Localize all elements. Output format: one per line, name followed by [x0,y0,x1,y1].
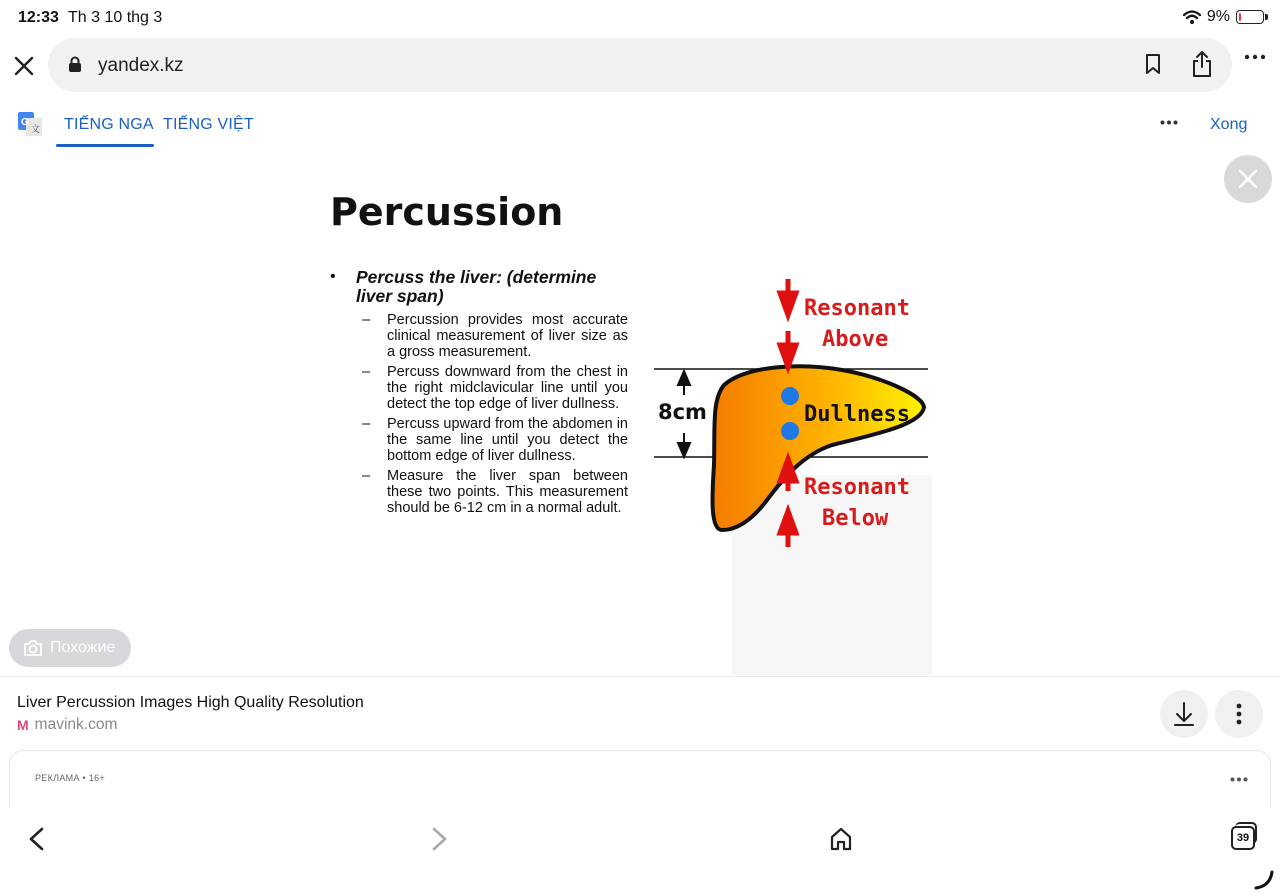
sub-bullet-list [362,312,628,520]
span-label: 8cm [658,400,707,424]
svg-text:G: G [21,117,29,128]
close-icon [1224,155,1272,203]
camera-icon [23,639,43,657]
similar-images-button[interactable] [9,629,131,667]
tab-source-language[interactable]: TIẾNG NGA [64,116,154,133]
battery-fill [1239,13,1241,21]
corner-curve-icon [1254,870,1276,890]
site-favicon-icon: M [17,717,29,733]
image-info [0,676,1280,750]
address-bar[interactable] [48,38,1232,92]
status-bar [0,0,1280,34]
tab-target-language[interactable]: TIẾNG VIỆT [163,116,254,133]
sub-bullet: – Percuss upward from the abdomen in the same line until you detect the bottom edge of liver dullness. [362,416,628,464]
arrow-above-bottom [780,331,796,367]
span-arrow-up [678,371,690,395]
similar-label: Похожие [50,639,116,656]
below-label: Below [822,506,889,531]
bookmark-icon[interactable] [1144,53,1162,75]
status-right [1183,8,1264,26]
close-icon[interactable] [10,52,38,80]
result-source[interactable] [17,716,117,734]
dullness-dot-top [781,387,799,405]
more-options-button[interactable] [1215,690,1263,738]
resonant-below-label: Resonant [804,475,910,500]
active-tab-indicator [56,144,154,147]
sub-bullet: – Percuss downward from the chest in the right midclavicular line until you detect the top edge of liver dullness. [362,364,628,412]
battery-percent: 9% [1206,8,1230,25]
dullness-dot-bottom [781,422,799,440]
bullet-heading: Percuss the liver: (determine liver span) [356,267,597,306]
done-button[interactable]: Xong [1210,116,1248,133]
liver-diagram [652,275,932,675]
tabs-button[interactable]: 39 [1231,826,1255,850]
kebab-icon [1215,690,1263,738]
source-domain: mavink.com [34,716,118,733]
sub-bullet: – Percussion provides most accurate clinical measurement of liver size as a gross measurement. [362,312,628,360]
google-translate-icon [18,112,42,136]
browser-toolbar [0,36,1280,94]
resonant-above-label: Resonant [804,296,910,321]
sub-bullet: – Measure the liver span between these two points. This measurement should be 6-12 cm in a normal adult. [362,468,628,516]
svg-text:文: 文 [31,124,41,134]
bullet-marker: • [330,268,336,285]
slide-title: Percussion [330,190,564,234]
ad-more-icon[interactable] [1230,777,1248,782]
image-viewer[interactable] [0,150,1280,676]
url-text[interactable]: yandex.kz [98,55,184,76]
back-arrow-icon[interactable] [26,826,48,852]
status-date: Th 3 10 thg 3 [68,9,163,26]
download-icon [1160,690,1208,738]
result-title[interactable]: Liver Percussion Images High Quality Resolution [17,694,364,711]
more-icon[interactable] [1244,54,1266,60]
home-icon[interactable] [828,826,854,852]
wifi-icon [1183,10,1201,24]
download-button[interactable] [1160,690,1208,738]
forward-arrow-icon[interactable] [428,826,450,852]
lock-icon [68,56,82,73]
share-icon[interactable] [1190,50,1214,78]
slide-image [322,170,942,676]
close-viewer-button[interactable] [1224,155,1272,203]
status-time: 12:33 [18,9,59,26]
ad-label: РЕКЛАМА • 16+ [35,773,105,783]
translate-more-icon[interactable] [1160,120,1178,125]
battery-icon [1236,10,1264,24]
bottom-toolbar [0,808,1280,896]
span-arrow-down [678,433,690,457]
above-label: Above [822,327,889,352]
translate-bar [0,100,1280,150]
dullness-label: Dullness [804,402,910,427]
arrow-above-top [780,279,796,315]
